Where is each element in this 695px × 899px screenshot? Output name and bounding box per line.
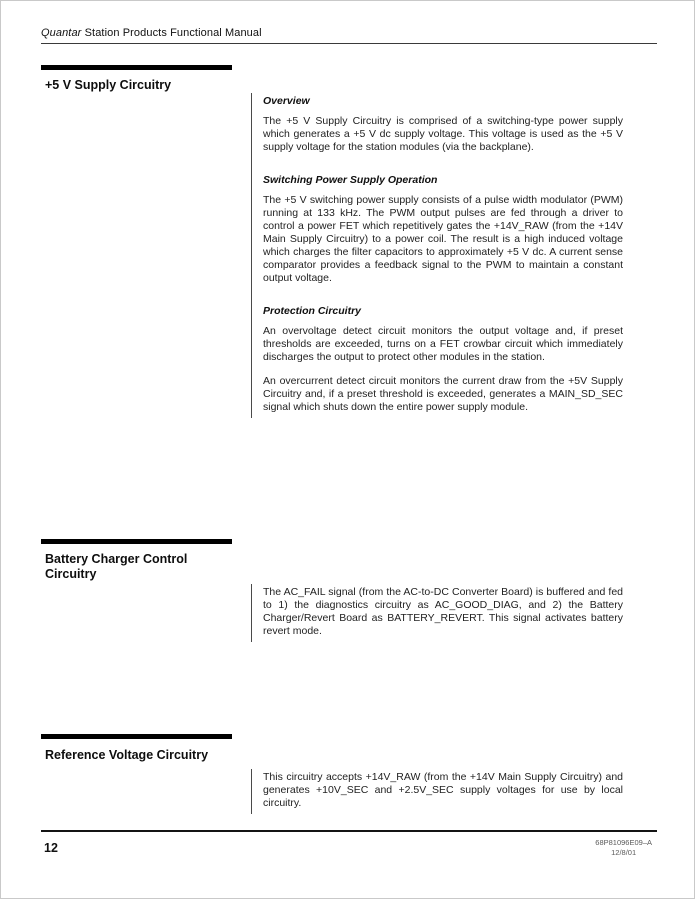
page-number: 12 bbox=[44, 841, 58, 855]
subsection-heading-overview: Overview bbox=[263, 95, 310, 107]
section-title-battery-charger: Battery Charger Control Circuitry bbox=[45, 552, 188, 581]
document-date: 12/8/01 bbox=[611, 848, 637, 857]
paragraph-overview: The +5 V Supply Circuitry is comprised of a switching-type power supply which generates a +5 V dc supply voltage. This voltage is used as the +5 V supply voltage for the station modules (via the backplane). bbox=[263, 115, 623, 153]
section-content-reference-voltage bbox=[251, 769, 623, 814]
paragraph-overcurrent: An overcurrent detect circuit monitors the current draw from the +5V Supply Circuitry and, if a preset threshold is exceeded, generates a MAIN_SD_SEC signal which shuts down the entire power supply module. bbox=[263, 375, 623, 413]
section-content-supply-circuitry bbox=[251, 93, 623, 418]
paragraph-ac-fail: The AC_FAIL signal (from the AC-to-DC Converter Board) is buffered and fed to 1) the diagnostics circuitry as AC_GOOD_DIAG, and 2) the Battery Charger/Revert Board as BATTERY_REVERT. This signal activates battery revert mode. bbox=[263, 586, 623, 637]
paragraph-overvoltage: An overvoltage detect circuit monitors the output voltage and, if preset thresholds are exceeded, turns on a FET crowbar circuit which immediately discharges the output to protect other modules in the station. bbox=[263, 325, 623, 363]
subsection-heading-switching-operation: Switching Power Supply Operation bbox=[263, 174, 438, 186]
section-content-battery-charger bbox=[251, 584, 623, 642]
paragraph-reference-voltage: This circuitry accepts +14V_RAW (from the +14V Main Supply Circuitry) and generates +10V_SEC and +2.5V_SEC supply voltages for use by local circuitry. bbox=[263, 771, 623, 809]
document-number-block bbox=[595, 838, 652, 858]
header-product-name: Quantar bbox=[41, 27, 82, 39]
section-title-reference-voltage: Reference Voltage Circuitry bbox=[45, 748, 209, 762]
section-divider-bar bbox=[41, 734, 232, 739]
header-title-rest: Station Products Functional Manual bbox=[81, 27, 262, 39]
header-rule bbox=[41, 43, 657, 44]
document-number: 68P81096E09–A bbox=[595, 838, 652, 847]
paragraph-switching-operation: The +5 V switching power supply consists of a pulse width modulator (PWM) running at 133 kHz. The PWM output pulses are fed through a driver to control a power FET which repetitively gates the +14V_RAW (from the +14V Main Supply Circuitry) to a power coil. The result is a high induced voltage which charges the filter capacitors to approximately +5 V dc. A current sense comparator provides a feedback signal to the PWM to maintain a constant output voltage. bbox=[263, 194, 623, 284]
footer-rule bbox=[41, 830, 657, 832]
section-divider-bar bbox=[41, 539, 232, 544]
page-header bbox=[41, 27, 262, 39]
section-title-supply-circuitry: +5 V Supply Circuitry bbox=[45, 78, 172, 92]
subsection-heading-protection: Protection Circuitry bbox=[263, 305, 362, 317]
section-divider-bar bbox=[41, 65, 232, 70]
